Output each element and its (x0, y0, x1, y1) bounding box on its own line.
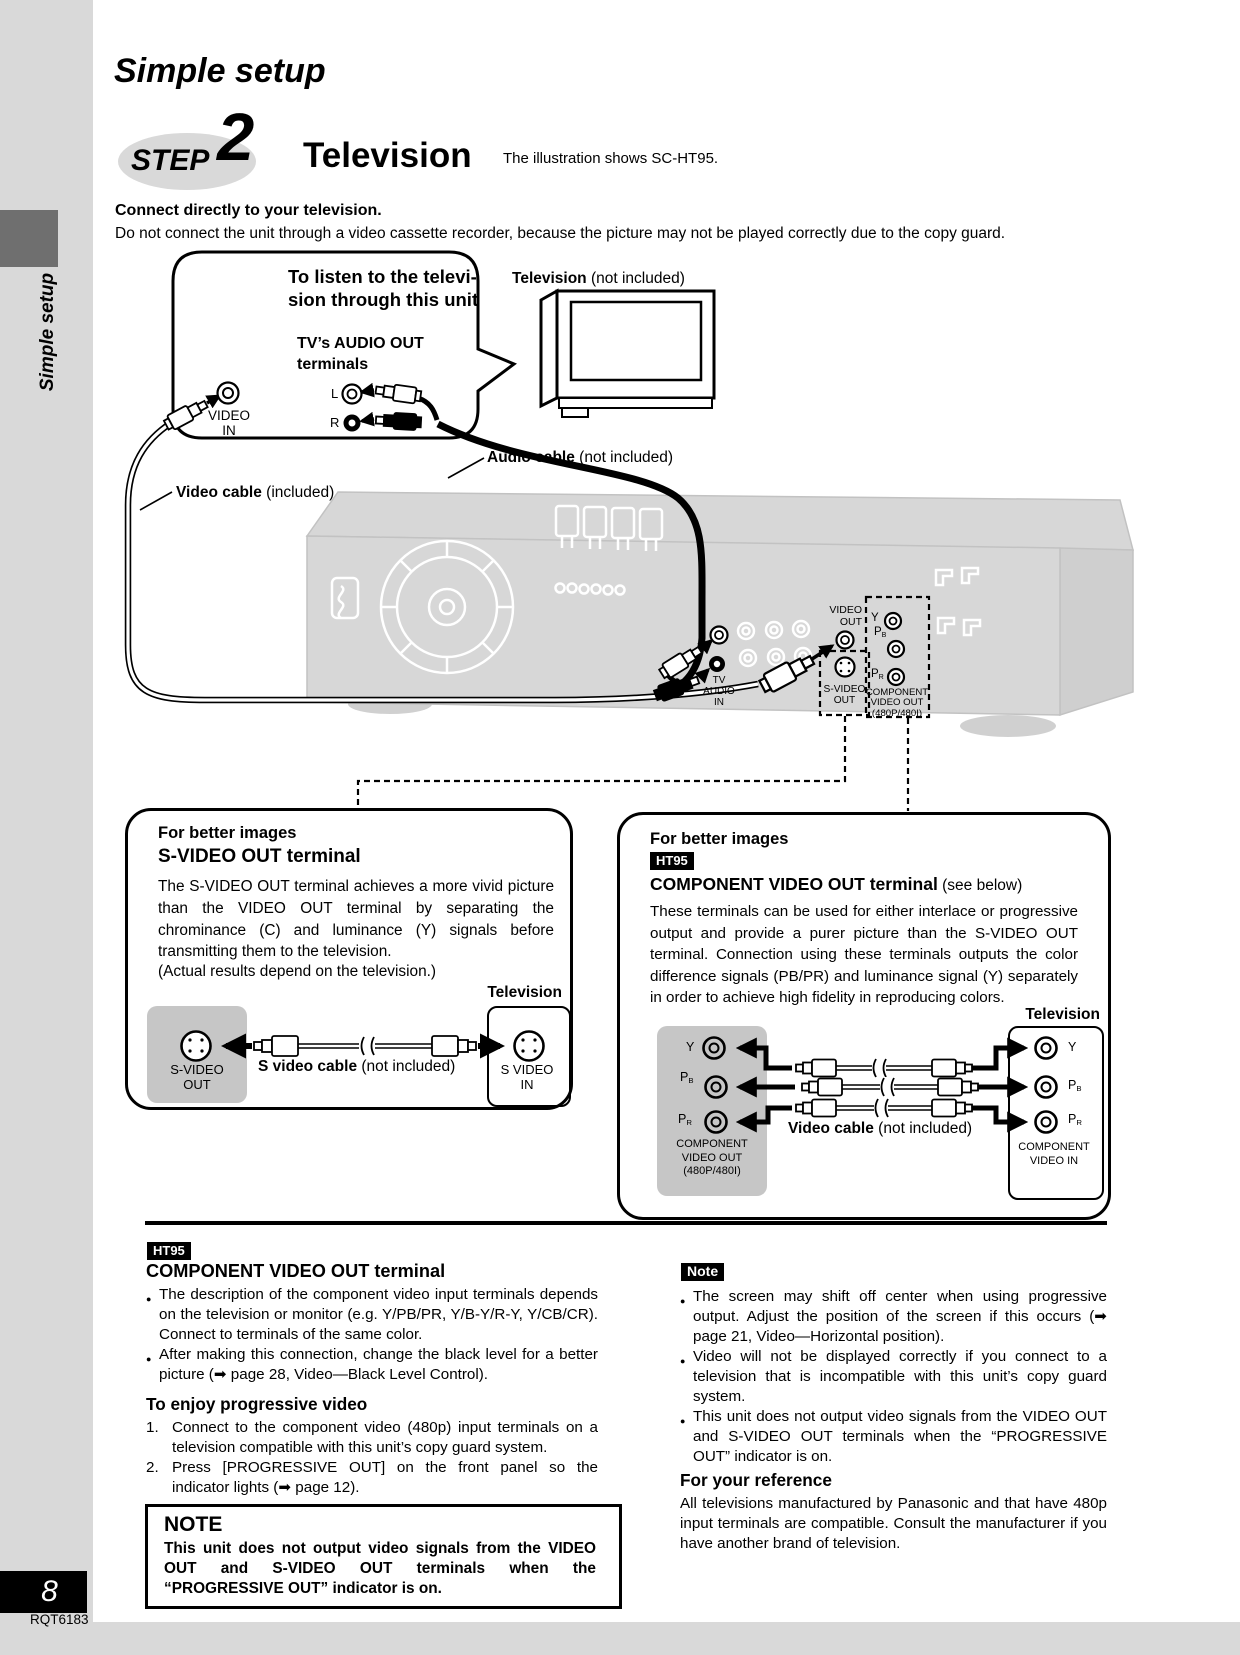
s-video-box-body: The S-VIDEO OUT terminal achieves a more vivid picture than the VIDEO OUT terminal by separating the chrominance (C) and luminance (Y) signals before transmitting them to the television. (158, 878, 554, 961)
rear-pr-label: PR (871, 668, 884, 681)
progressive-steps (146, 1418, 598, 1498)
rear-y-label: Y (871, 612, 879, 624)
s-video-box-heading: For better images (158, 824, 297, 842)
component-cable-label: Video cable (not included) (788, 1120, 973, 1137)
component-video-out-label: COMPONENT VIDEO OUT (480P/480I) (865, 687, 929, 719)
s-video-out-jack (836, 658, 855, 677)
bullet-item: ● The screen may shift off center when using progressive output. Adjust the position of the screen if this occurs (➡ page 21, Video—Horizontal position). (680, 1288, 1107, 1345)
step-item: 1. Connect to the component video (480p) input terminals on a television compatible with this unit’s copy guard system. (146, 1419, 598, 1456)
page-number: 8 (41, 1575, 58, 1608)
bubble-text-line2: sion through this unit (288, 289, 479, 310)
component-in-y-label: Y (1068, 1040, 1077, 1054)
component-box-body: These terminals can be used for either interlace or progressive output and provide a purer picture than the S-VIDEO OUT terminal. Connection using these terminals outputs the color difference signals (PB/PR) and luminance signal (Y) separately in order to achieve high fidelity in reproducing colors. (650, 903, 1078, 1007)
illustration-note: The illustration shows SC-HT95. (503, 150, 719, 167)
component-in-pr-label: PR (1068, 1112, 1082, 1127)
doc-code: RQT6183 (30, 1612, 89, 1627)
reference-body: All televisions manufactured by Panasonic and that have 480p input terminals are compatible. Consult the manufacturer if you have another brand of television. (680, 1495, 1107, 1552)
television-illustration (541, 291, 714, 417)
video-cable-label: Video cable (included) (176, 484, 335, 501)
component-box-subheading: COMPONENT VIDEO OUT terminal (see below) (650, 874, 1023, 894)
tv-audio-in-label: TV AUDIO IN (703, 675, 735, 708)
rear-pb-label: PB (874, 626, 887, 639)
model-badge-ht95: HT95 (650, 852, 694, 870)
s-video-out-panel-label: S-VIDEO OUT (170, 1062, 224, 1092)
s-video-out-label: S-VIDEO OUT (823, 684, 866, 706)
s-video-cable-label: S video cable (not included) (258, 1058, 456, 1075)
bullet-item: ● The description of the component video input terminals depends on the television or monitor (e.g. Y/PB/PR, Y/B-Y/R-Y, Y/CB/CR). Connect to terminals of the same color. (146, 1286, 598, 1343)
bubble-text-line1: To listen to the televi- (288, 266, 477, 287)
component-in-pb-label: PB (1068, 1078, 1082, 1093)
step-label: STEP (131, 144, 210, 177)
note-box (145, 1504, 622, 1609)
page-title: Simple setup (114, 52, 326, 90)
bullet-item: ● This unit does not output video signals from the VIDEO OUT and S-VIDEO OUT terminals when the “PROGRESSIVE OUT” indicator is on. (680, 1408, 1107, 1465)
component-out-y-label: Y (686, 1040, 695, 1054)
bottom-right-bullets (680, 1287, 1107, 1467)
note-badge: Note (681, 1263, 724, 1281)
component-in-panel-label: COMPONENT VIDEO IN (1018, 1141, 1090, 1167)
component-box-heading: For better images (650, 830, 789, 848)
bottom-left-heading: COMPONENT VIDEO OUT terminal (146, 1261, 446, 1281)
video-out-label: VIDEO OUT (829, 604, 862, 628)
section-divider (145, 1221, 1107, 1225)
progressive-heading: To enjoy progressive video (146, 1394, 368, 1414)
component-tv-label: Television (1025, 1006, 1100, 1023)
page-number-box (0, 1571, 87, 1613)
note-box-title: NOTE (164, 1513, 223, 1536)
tv-audio-out-label-line2: terminals (297, 356, 369, 373)
step-title: Television (303, 136, 472, 175)
audio-cable-label: Audio cable (not included) (487, 449, 674, 466)
model-badge-ht95-bottom: HT95 (147, 1242, 191, 1260)
s-video-in-panel-label: S VIDEO IN (500, 1062, 554, 1092)
bottom-left-bullets (146, 1285, 598, 1385)
component-out-panel-label: COMPONENT VIDEO OUT (480P/480I) (676, 1138, 748, 1177)
component-out-pr-label: PR (678, 1112, 692, 1127)
video-in-label: VIDEO IN (207, 408, 250, 438)
step-item: 2. Press [PROGRESSIVE OUT] on the front panel so the indicator lights (➡ page 12). (146, 1459, 598, 1496)
bullet-item: ● After making this connection, change the black level for a better picture (➡ page 28, Video—Black Level Control). (146, 1346, 598, 1383)
connect-heading: Connect directly to your television. (115, 202, 382, 219)
sidebar-chapter-label: Simple setup (37, 272, 58, 392)
television-label: Television (not included) (512, 270, 685, 287)
jack-l-label: L (331, 386, 339, 401)
connect-body: Do not connect the unit through a video cassette recorder, because the picture may not be played correctly due to the copy guard. (115, 225, 1006, 242)
s-video-tv-label: Television (487, 984, 562, 1001)
jack-r-label: R (330, 415, 340, 430)
step-number: 2 (217, 100, 255, 175)
component-out-pb-label: PB (680, 1070, 694, 1085)
note-box-body: This unit does not output video signals from the VIDEO OUT and S-VIDEO OUT terminals when the “PROGRESSIVE OUT” indicator is on. (164, 1540, 596, 1597)
tv-audio-out-label-line1: TV’s AUDIO OUT (297, 335, 424, 352)
s-video-box-subheading: S-VIDEO OUT terminal (158, 846, 361, 867)
bullet-item: ● Video will not be displayed correctly if you connect to a television that is incompatible with this unit’s copy guard system. (680, 1348, 1107, 1405)
s-video-box-note: (Actual results depend on the television.) (158, 963, 437, 980)
s-video-leader-line (358, 716, 845, 807)
reference-heading: For your reference (680, 1470, 832, 1490)
